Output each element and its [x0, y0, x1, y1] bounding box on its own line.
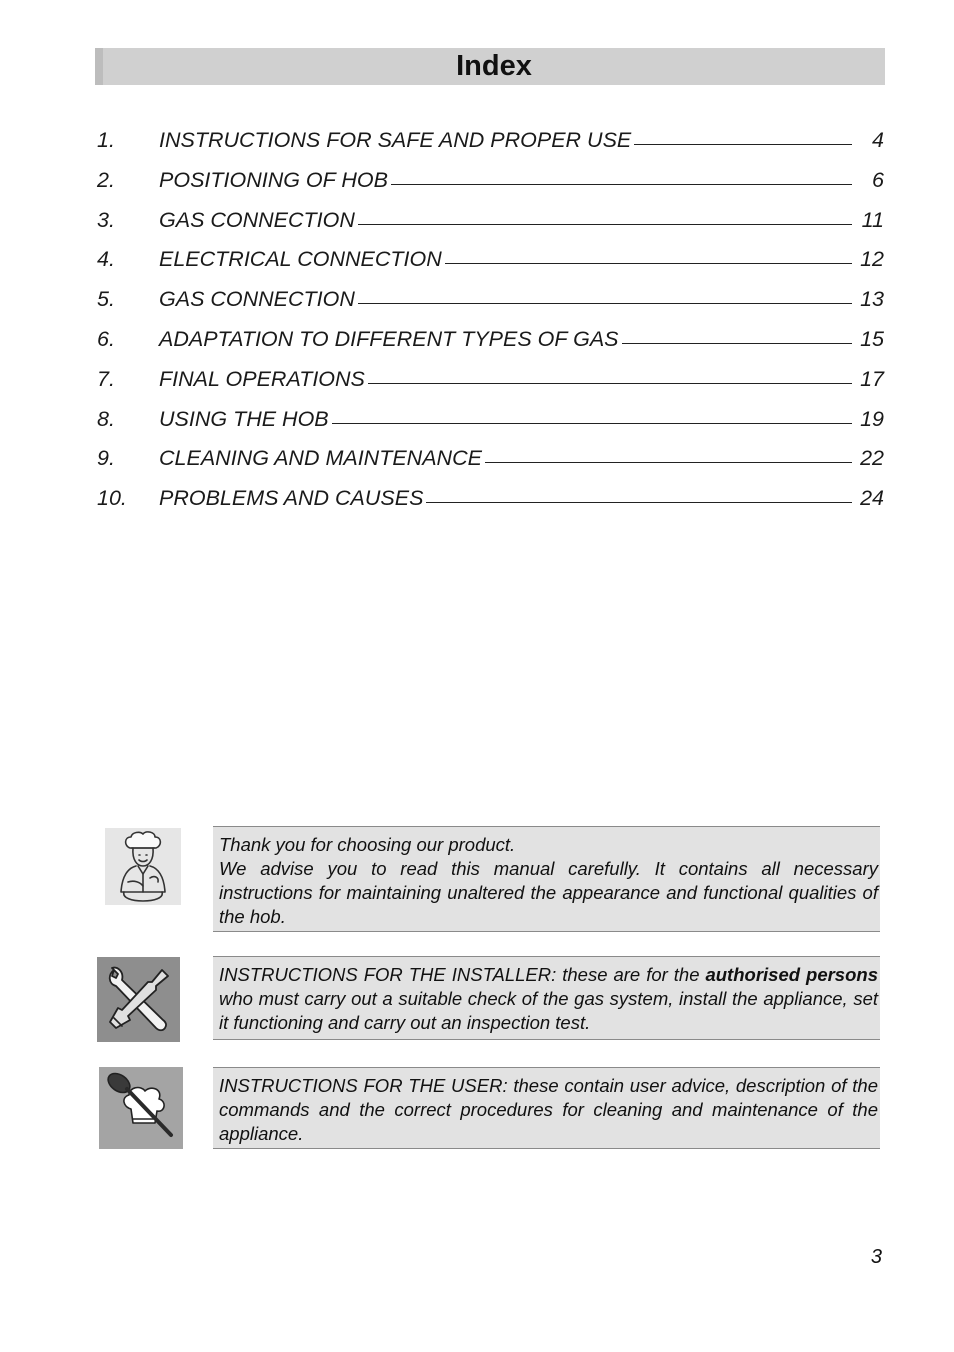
- table-of-contents: [97, 128, 884, 526]
- toc-page-number: 13: [860, 287, 884, 312]
- wrench-screwdriver-icon: [97, 957, 180, 1042]
- toc-title: POSITIONING OF HOB: [159, 167, 388, 192]
- authorised-persons-emphasis: authorised persons: [705, 964, 878, 985]
- toc-entry-8[interactable]: [97, 407, 884, 447]
- toc-leader-line: [391, 184, 852, 185]
- toc-number: 8.: [97, 406, 115, 431]
- toc-number: 9.: [97, 446, 115, 471]
- page-title: Index: [456, 50, 532, 82]
- toc-title: INSTRUCTIONS FOR SAFE AND PROPER USE: [159, 128, 632, 152]
- toc-entry-1[interactable]: [97, 128, 884, 168]
- toc-number: 4.: [97, 247, 115, 272]
- toc-leader-line: [485, 462, 852, 463]
- toc-number: 10.: [97, 486, 127, 511]
- toc-page-number: 4: [872, 128, 884, 152]
- toc-number: 1.: [97, 128, 115, 152]
- toc-leader-line: [358, 224, 852, 225]
- spoon-chef-hat-icon: [99, 1067, 183, 1149]
- toc-leader-line: [358, 303, 852, 304]
- toc-page-number: 19: [860, 406, 884, 431]
- toc-leader-line: [368, 383, 852, 384]
- toc-number: 6.: [97, 326, 115, 351]
- toc-title: GAS CONNECTION: [159, 287, 355, 312]
- installer-note: [213, 956, 880, 1040]
- page-number: 3: [870, 1246, 882, 1268]
- toc-entry-6[interactable]: [97, 327, 884, 367]
- toc-number: 7.: [97, 366, 115, 391]
- installer-text-after: who must carry out a suitable check of the gas system, install the appliance, set it functioning and carry out an inspection test.: [219, 988, 878, 1033]
- toc-number: 5.: [97, 287, 115, 312]
- user-text: INSTRUCTIONS FOR THE USER: these contain user advice, description of the commands and the correct procedures for cleaning and maintenance of the appliance.: [219, 1075, 878, 1144]
- toc-page-number: 24: [860, 486, 884, 511]
- toc-page-number: 17: [860, 366, 884, 391]
- toc-leader-line: [332, 423, 852, 424]
- thank-you-text: Thank you for choosing our product.: [219, 834, 516, 855]
- user-note: [213, 1067, 880, 1149]
- toc-entry-9[interactable]: [97, 446, 884, 486]
- thank-you-note: [213, 826, 880, 932]
- toc-page-number: 22: [860, 446, 884, 471]
- toc-entry-4[interactable]: [97, 247, 884, 287]
- toc-title: USING THE HOB: [159, 406, 329, 431]
- toc-page-number: 6: [872, 167, 884, 192]
- toc-number: 2.: [97, 167, 115, 192]
- index-title-bar: [95, 48, 885, 85]
- toc-leader-line: [445, 263, 852, 264]
- toc-entry-10[interactable]: [97, 486, 884, 526]
- toc-title: CLEANING AND MAINTENANCE: [159, 446, 482, 471]
- toc-title: ELECTRICAL CONNECTION: [159, 247, 442, 272]
- advice-text: We advise you to read this manual carefully. It contains all necessary instructions for maintaining unaltered the appearance and functional qualities of the hob.: [219, 858, 878, 927]
- toc-entry-5[interactable]: [97, 287, 884, 327]
- toc-leader-line: [622, 343, 852, 344]
- toc-number: 3.: [97, 207, 115, 232]
- installer-text: [219, 963, 878, 1035]
- toc-title: FINAL OPERATIONS: [159, 366, 365, 391]
- toc-page-number: 11: [861, 207, 884, 232]
- toc-page-number: 15: [860, 326, 884, 351]
- toc-title: PROBLEMS AND CAUSES: [159, 486, 424, 511]
- installer-text-before: INSTRUCTIONS FOR THE INSTALLER: these are for the: [219, 964, 706, 985]
- toc-title: GAS CONNECTION: [159, 207, 355, 232]
- toc-leader-line: [634, 144, 852, 145]
- toc-entry-3[interactable]: [97, 208, 884, 248]
- toc-entry-7[interactable]: [97, 367, 884, 407]
- toc-leader-line: [426, 502, 852, 503]
- toc-page-number: 12: [860, 247, 884, 272]
- toc-title: ADAPTATION TO DIFFERENT TYPES OF GAS: [159, 326, 619, 351]
- toc-entry-2[interactable]: [97, 168, 884, 208]
- chef-icon: [105, 828, 181, 905]
